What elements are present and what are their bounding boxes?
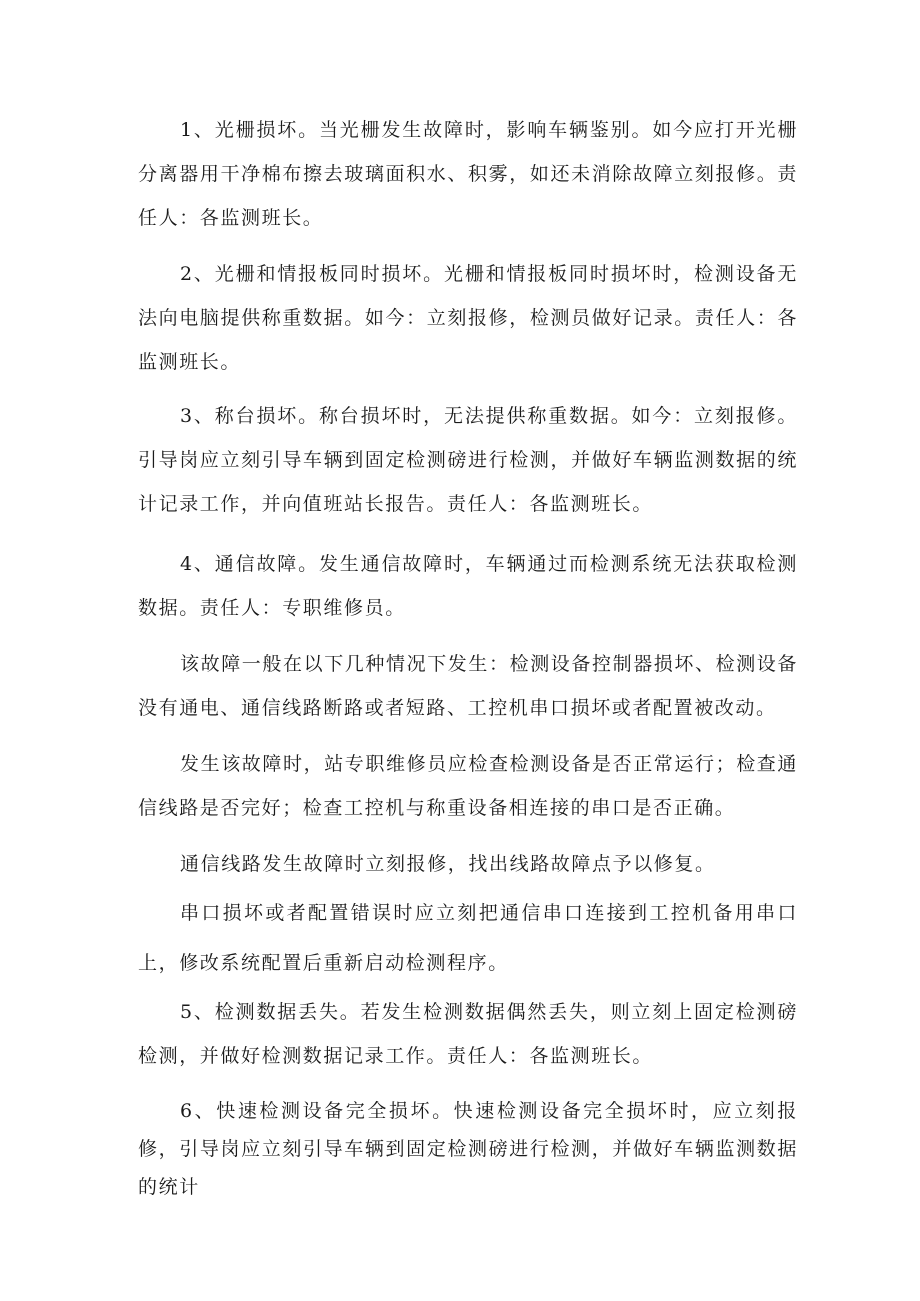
paragraph-serial-port-repair: 串口损坏或者配置错误时应立刻把通信串口连接到工控机备用串口上，修改系统配置后重新启动检测程序。 xyxy=(138,902,798,974)
paragraph-6-device-complete-damage: 6、快速检测设备完全损坏。快速检测设备完全损坏时，应立刻报修，引导岗应立刻引导车辆到固定检测磅进行检测，并做好车辆监测数据的统计 xyxy=(138,1100,798,1198)
paragraph-5-data-loss: 5、检测数据丢失。若发生检测数据偶然丢失，则立刻上固定检测磅检测，并做好检测数据记录工作。责任人：各监测班长。 xyxy=(138,1001,798,1067)
paragraph-fault-causes: 该故障一般在以下几种情况下发生：检测设备控制器损坏、检测设备没有通电、通信线路断路或者短路、工控机串口损坏或者配置被改动。 xyxy=(138,653,799,719)
paragraph-fault-inspection: 发生该故障时，站专职维修员应检查检测设备是否正常运行；检查通信线路是否完好；检查工控机与称重设备相连接的串口是否正确。 xyxy=(138,753,799,819)
paragraph-2-grating-and-board-damage: 2、光栅和情报板同时损坏。光栅和情报板同时损坏时，检测设备无法向电脑提供称重数据。如今：立刻报修，检测员做好记录。责任人：各监测班长。 xyxy=(138,263,798,373)
paragraph-1-grating-damage: 1、光栅损坏。当光栅发生故障时，影响车辆鉴别。如今应打开光栅分离器用干净棉布擦去玻璃面积水、积雾，如还未消除故障立刻报修。责任人：各监测班长。 xyxy=(138,119,798,229)
paragraph-4-communication-fault: 4、通信故障。发生通信故障时，车辆通过而检测系统无法获取检测数据。责任人：专职维修员。 xyxy=(138,553,798,619)
paragraph-line-repair: 通信线路发生故障时立刻报修，找出线路故障点予以修复。 xyxy=(180,853,716,875)
paragraph-3-scale-damage: 3、称台损坏。称台损坏时，无法提供称重数据。如今：立刻报修。引导岗应立刻引导车辆到固定检测磅进行检测，并做好车辆监测数据的统计记录工作，并向值班站长报告。责任人：各监测班长。 xyxy=(138,405,798,515)
